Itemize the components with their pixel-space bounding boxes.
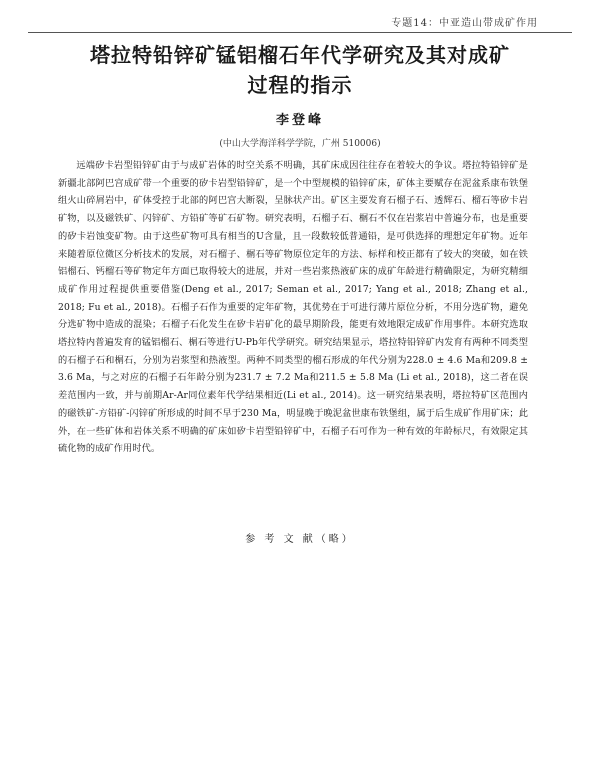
references-heading: 参 考 文 献（略） — [245, 534, 355, 545]
title-line-2: 过程的指示 — [247, 73, 353, 97]
abstract-body: 远端矽卡岩型铅锌矿由于与成矿岩体的时空关系不明确，其矿床成因往往存在着较大的争议。塔拉特铅锌矿是新疆北部阿巴宫成矿带一个重要的矽卡岩型铅锌矿，是一个中型规模的铅锌矿床，矿体主要赋存在泥盆系康布铁堡组火山碎屑岩中，矿体受控于北部的阿巴宫大断裂，呈脉状产出。矿区主要发育石榴子石、透辉石、榴石等矽卡岩矿物，以及磁铁矿、闪锌矿、方铅矿等矿石矿物。研究表明，石榴子石、榍石不仅在岩浆岩中普遍分布，也是重要的矽卡岩蚀变矿物。由于这些矿物可具有相当的U含量，且一段数较低普通铅，是可供选择的理想定年矿物。近年来随着原位微区分析技术的发展，对石榴子、榍石等矿物原位定年的方法、标样和校正都有了较大的突破，如在铁铝榴石、钙榴石等矿物定年方面已取得较大的进展，并对一些岩浆热液矿床的成矿年龄进行精确限定，为研究精细成矿作用过程提供重要借鉴(Deng et al., 2017; Seman et al., 2017; Yang et al., 2018; Zhang et al., 2018; Fu et al., 2018)。石榴子石作为重要的定年矿物，其优势在于可进行薄片原位分析，不用分选矿物，避免分选矿物中造成的混染；石榴子石化发生在矽卡岩矿化的最早期阶段，能更有效地限定成矿作用事件。本研究选取塔拉特内普遍发育的锰铝榴石、榍石等进行U-Pb年代学研究。研究结果显示，塔拉特铅锌矿内发育有两种不同类型的石榴子石和榍石，分别为岩浆型和热液型。两种不同类型的榴石形成的年代分别为228.0 ± 4.6 Ma和209.8 ± 3.6 Ma，与之对应的石榴子石年龄分别为231.7 ± 7.2 Ma和211.5 ± 5.8 Ma (Li et al., 2018)，这二者在误差范围内一致，并与前期Ar-Ar同位素年代学结果相近(Li et al., 2014)。这一研究结果表明，塔拉特矿区范围内的磁铁矿-方铅矿-闪锌矿所形成的时间不早于230 Ma，明显晚于晚泥盆世康布铁堡组，属于后生成矿作用矿床；此外，在一些矿体和岩体关系不明确的矿床如矽卡岩型铅锌矿中，石榴子石可作为一种有效的年龄标尺，有效限定其硫化物的成矿作用时代。 — [58, 160, 528, 455]
article-title — [60, 40, 540, 100]
author-name: 李登峰 — [275, 113, 324, 128]
author-affiliation: (中山大学海洋科学学院，广州 510006) — [219, 139, 381, 149]
running-header: 专题14：中亚造山带成矿作用 — [391, 18, 538, 29]
title-line-1: 塔拉特铅锌矿锰铝榴石年代学研究及其对成矿 — [90, 43, 510, 67]
header-rule — [28, 32, 572, 33]
